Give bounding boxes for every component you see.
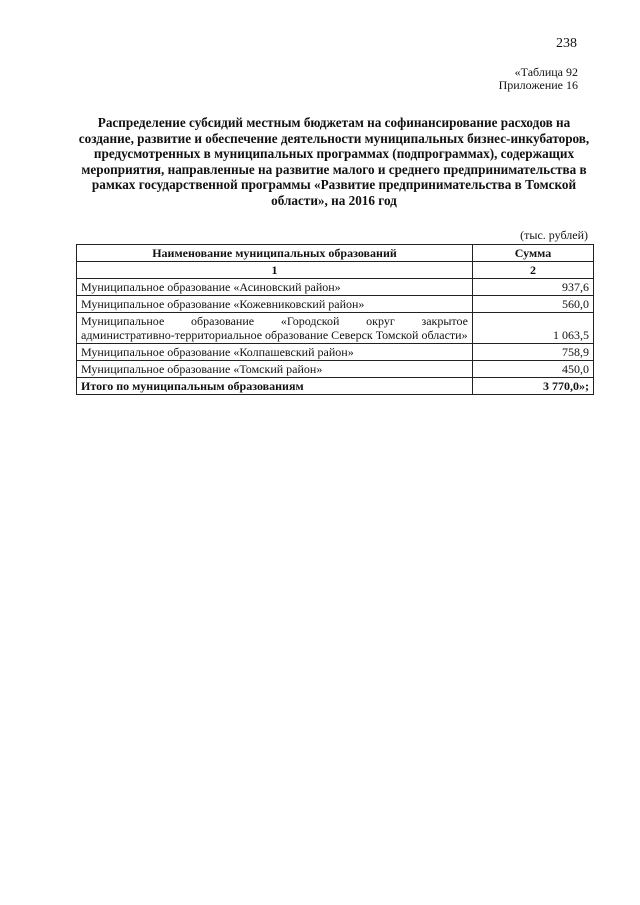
table-row [77,279,594,296]
header-name: Наименование муниципальных образований [77,245,473,262]
subsidy-table [76,244,594,395]
column-number-1: 1 [77,262,473,279]
table-row [77,344,594,361]
column-number-2: 2 [473,262,594,279]
total-label: Итого по муниципальным образованиям [77,378,473,395]
page-number: 238 [556,36,577,51]
table-row [77,361,594,378]
total-row [77,378,594,395]
row-name: Муниципальное образование «Городской округ закрытое административно-территориальное образование Северск Томской области» [77,313,473,344]
table-row [77,296,594,313]
row-name: Муниципальное образование «Колпашевский район» [77,344,473,361]
total-amount: 3 770,0»; [473,378,594,395]
row-name: Муниципальное образование «Кожевниковский район» [77,296,473,313]
appendix-label: Приложение 16 [498,78,578,92]
column-number-row [77,262,594,279]
table-row [77,313,594,344]
row-amount: 450,0 [473,361,594,378]
row-amount: 560,0 [473,296,594,313]
row-amount: 758,9 [473,344,594,361]
units-label: (тыс. рублей) [520,228,588,242]
document-title: Распределение субсидий местным бюджетам на софинансирование расходов на создание, развитие и обеспечение деятельности муниципальных бизнес-инкубаторов, предусмотренных в муниципальных программах (подпрограммах), содержащих мероприятия, направленные на развитие малого и среднего предпринимательства в рамках государственной программы «Развитие предпринимательства в Томской области», на 2016 год [78,115,590,208]
row-name: Муниципальное образование «Асиновский район» [77,279,473,296]
header-amount: Сумма [473,245,594,262]
row-amount: 1 063,5 [473,313,594,344]
appendix-reference [499,66,578,92]
row-name: Муниципальное образование «Томский район» [77,361,473,378]
table-reference: «Таблица 92 [514,65,578,79]
row-amount: 937,6 [473,279,594,296]
table-header-row [77,245,594,262]
